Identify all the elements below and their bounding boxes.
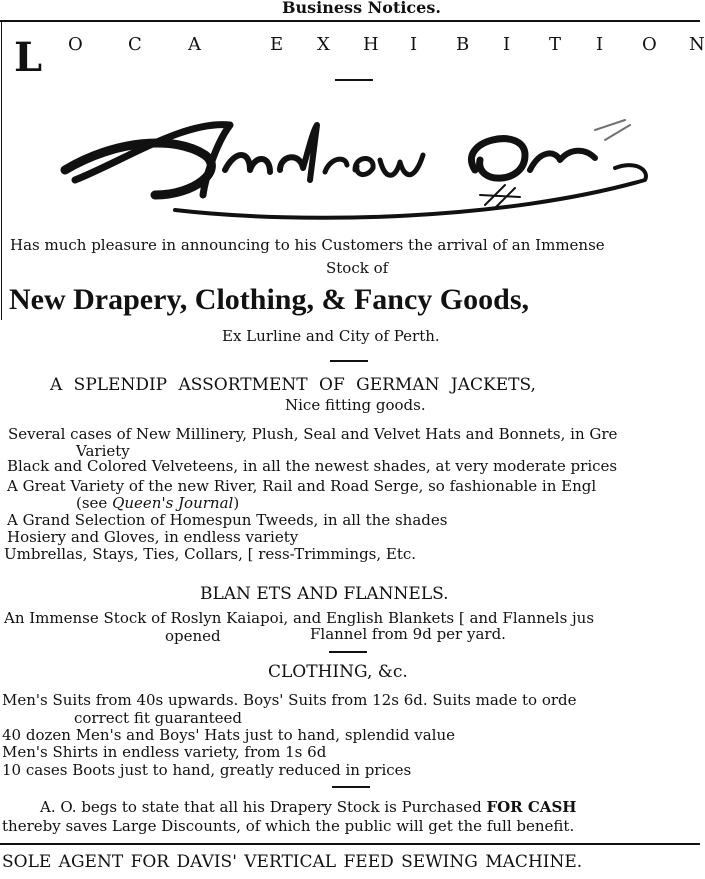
exhibition-letter: I bbox=[410, 34, 418, 55]
intro-line-2: Stock of bbox=[326, 259, 389, 277]
cash-notice-line-2: thereby saves Large Discounts, of which the public will get the full benefit. bbox=[2, 817, 575, 835]
exhibition-letter: T bbox=[549, 34, 562, 55]
exhibition-letter: I bbox=[503, 34, 511, 55]
journal-title: Queen's Journal bbox=[112, 494, 234, 512]
list-item: correct fit guaranteed bbox=[74, 709, 243, 727]
exhibition-letter: I bbox=[596, 34, 604, 55]
left-border bbox=[1, 20, 2, 320]
exhibition-letter: E bbox=[270, 34, 284, 55]
blankets-title: BLAN ETS AND FLANNELS. bbox=[200, 584, 449, 604]
list-item: Men's Suits from 40s upwards. Boys' Suits from 12s 6d. Suits made to orde bbox=[2, 691, 577, 709]
signature bbox=[55, 100, 655, 230]
cash-notice-emphasis: FOR CASH bbox=[486, 798, 577, 816]
list-item: Umbrellas, Stays, Ties, Collars, [ ress-Trimmings, Etc. bbox=[4, 545, 417, 563]
top-rule bbox=[0, 20, 700, 22]
list-item: A Grand Selection of Homespun Tweeds, in all the shades bbox=[7, 511, 448, 529]
list-item: 10 cases Boots just to hand, greatly reduced in prices bbox=[2, 761, 412, 779]
list-item: Variety bbox=[76, 442, 130, 460]
jackets-subtitle: Nice fitting goods. bbox=[285, 396, 426, 414]
divider bbox=[335, 79, 373, 81]
list-item-text: ) bbox=[233, 494, 240, 512]
list-item: Several cases of New Millinery, Plush, Seal and Velvet Hats and Bonnets, in Gre bbox=[8, 425, 618, 443]
exhibition-letter: O bbox=[68, 34, 83, 55]
list-item: Men's Shirts in endless variety, from 1s 6d bbox=[2, 743, 327, 761]
clothing-title: CLOTHING, &c. bbox=[268, 662, 408, 682]
blankets-line-1: An Immense Stock of Roslyn Kaiapoi, and English Blankets [ and Flannels jus bbox=[4, 609, 595, 627]
intro-line-1: Has much pleasure in announcing to his Customers the arrival of an Immense bbox=[10, 236, 605, 254]
exhibition-initial: L bbox=[14, 34, 43, 81]
divider bbox=[330, 360, 368, 362]
list-item: Black and Colored Velveteens, in all the newest shades, at very moderate prices bbox=[7, 457, 618, 475]
signature-graphic bbox=[55, 100, 655, 230]
cash-notice-line-1 bbox=[40, 798, 576, 816]
exhibition-letter: A bbox=[188, 34, 201, 55]
exhibition-letter: O bbox=[642, 34, 657, 55]
headline: New Drapery, Clothing, & Fancy Goods, bbox=[9, 283, 529, 316]
list-item-text: (see bbox=[76, 494, 113, 512]
list-item bbox=[76, 494, 239, 512]
subline: Ex Lurline and City of Perth. bbox=[222, 327, 440, 345]
list-item: 40 dozen Men's and Boys' Hats just to hand, splendid value bbox=[2, 726, 455, 744]
exhibition-letter: X bbox=[317, 34, 330, 55]
list-item: A Great Variety of the new River, Rail and Road Serge, so fashionable in Engl bbox=[7, 477, 597, 495]
section-title: Business Notices. bbox=[282, 0, 441, 17]
blankets-line-2a: opened bbox=[165, 627, 221, 645]
cash-notice-text: A. O. begs to state that all his Drapery Stock is Purchased bbox=[40, 798, 487, 816]
divider bbox=[329, 651, 367, 653]
blankets-line-2b: Flannel from 9d per yard. bbox=[310, 625, 506, 643]
footer-notice: SOLE AGENT FOR DAVIS' VERTICAL FEED SEWING MACHINE. bbox=[2, 852, 583, 872]
divider bbox=[332, 786, 370, 788]
list-item: Hosiery and Gloves, in endless variety bbox=[7, 528, 299, 546]
exhibition-letter: B bbox=[456, 34, 470, 55]
footer-rule bbox=[0, 843, 700, 845]
exhibition-letter: C bbox=[128, 34, 142, 55]
jackets-title: A SPLENDIP ASSORTMENT OF GERMAN JACKETS, bbox=[50, 375, 536, 395]
exhibition-letter: H bbox=[363, 34, 379, 55]
exhibition-letter: N bbox=[689, 34, 705, 55]
